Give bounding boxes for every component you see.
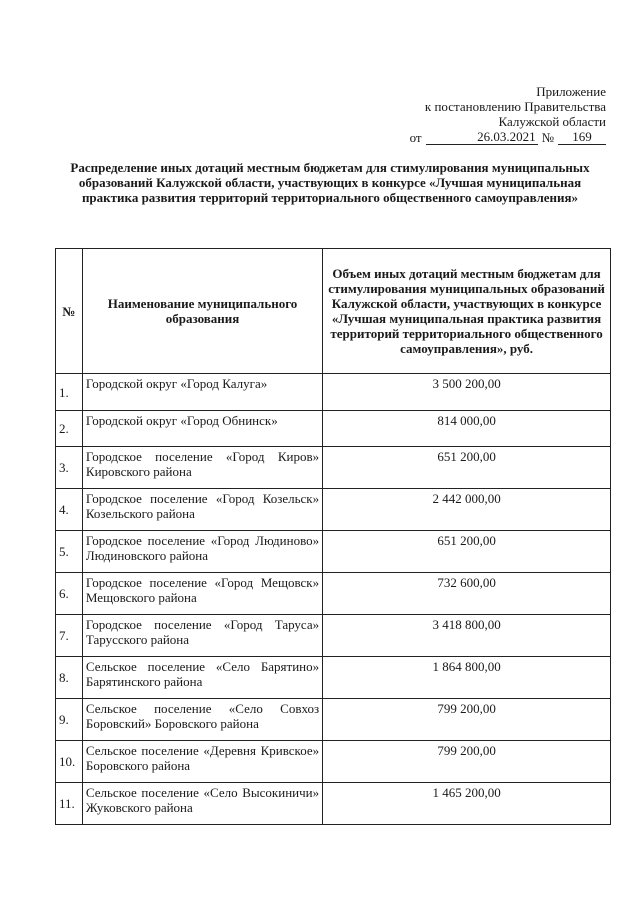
row-number: 3. xyxy=(56,447,83,489)
subsidy-amount: 814 000,00 xyxy=(323,411,611,447)
table-row xyxy=(56,657,611,699)
row-number: 1. xyxy=(56,374,83,411)
municipality-name: Сельское поселение «Село Совхоз Боровский» Боровского района xyxy=(82,699,322,741)
subsidy-amount: 799 200,00 xyxy=(323,741,611,783)
table-row xyxy=(56,531,611,573)
municipality-name: Городское поселение «Город Козельск» Козельского района xyxy=(82,489,322,531)
municipality-name: Сельское поселение «Село Барятино» Барятинского района xyxy=(82,657,322,699)
municipality-name: Городское поселение «Город Киров» Кировского района xyxy=(82,447,322,489)
table-row xyxy=(56,411,611,447)
resolution-date: 26.03.2021 xyxy=(426,129,538,145)
table-row xyxy=(56,783,611,825)
municipality-name: Сельское поселение «Село Высокиничи» Жуковского района xyxy=(82,783,322,825)
municipality-name: Городской округ «Город Калуга» xyxy=(82,374,322,411)
header-num: № xyxy=(56,249,83,374)
header-name: Наименование муниципального образования xyxy=(82,249,322,374)
table-row xyxy=(56,374,611,411)
from-label: от xyxy=(409,130,422,145)
municipality-name: Городское поселение «Город Людиново» Людиновского района xyxy=(82,531,322,573)
municipality-name: Городское поселение «Город Таруса» Тарусского района xyxy=(82,615,322,657)
municipality-name: Городское поселение «Город Мещовск» Мещовского района xyxy=(82,573,322,615)
subsidy-amount: 651 200,00 xyxy=(323,447,611,489)
subsidy-amount: 732 600,00 xyxy=(323,573,611,615)
municipality-name: Городской округ «Город Обнинск» xyxy=(82,411,322,447)
resolution-reference: к постановлению Правительства xyxy=(424,99,606,114)
table-row xyxy=(56,699,611,741)
row-number: 5. xyxy=(56,531,83,573)
date-number-line xyxy=(366,129,606,145)
row-number: 4. xyxy=(56,489,83,531)
row-number: 9. xyxy=(56,699,83,741)
distribution-table xyxy=(55,248,611,825)
row-number: 2. xyxy=(56,411,83,447)
row-number: 11. xyxy=(56,783,83,825)
appendix-header xyxy=(366,84,606,145)
table-row xyxy=(56,573,611,615)
subsidy-amount: 2 442 000,00 xyxy=(323,489,611,531)
header-value: Объем иных дотаций местным бюджетам для стимулирования муниципальных образований Калужской области, участвующих в конкурсе «Лучшая муниципальная практика развития территорий территориального общественного самоуправления», руб. xyxy=(323,249,611,374)
document-title: Распределение иных дотаций местным бюджетам для стимулирования муниципальных образований Калужской области, участвующих в конкурсе «Лучшая муниципальная практика развития территорий территориального общественного самоуправления» xyxy=(70,160,590,205)
table-header-row xyxy=(56,249,611,374)
municipality-name: Сельское поселение «Деревня Кривское» Боровского района xyxy=(82,741,322,783)
subsidy-amount: 799 200,00 xyxy=(323,699,611,741)
table-row xyxy=(56,447,611,489)
row-number: 6. xyxy=(56,573,83,615)
appendix-label: Приложение xyxy=(536,84,606,99)
subsidy-amount: 651 200,00 xyxy=(323,531,611,573)
row-number: 10. xyxy=(56,741,83,783)
subsidy-amount: 3 418 800,00 xyxy=(323,615,611,657)
table-row xyxy=(56,741,611,783)
subsidy-amount: 1 864 800,00 xyxy=(323,657,611,699)
row-number: 8. xyxy=(56,657,83,699)
table-row xyxy=(56,489,611,531)
number-label: № xyxy=(541,130,554,145)
table-row xyxy=(56,615,611,657)
subsidy-amount: 1 465 200,00 xyxy=(323,783,611,825)
resolution-number: 169 xyxy=(558,129,606,145)
row-number: 7. xyxy=(56,615,83,657)
subsidy-amount: 3 500 200,00 xyxy=(323,374,611,411)
region-name: Калужской области xyxy=(498,114,606,129)
